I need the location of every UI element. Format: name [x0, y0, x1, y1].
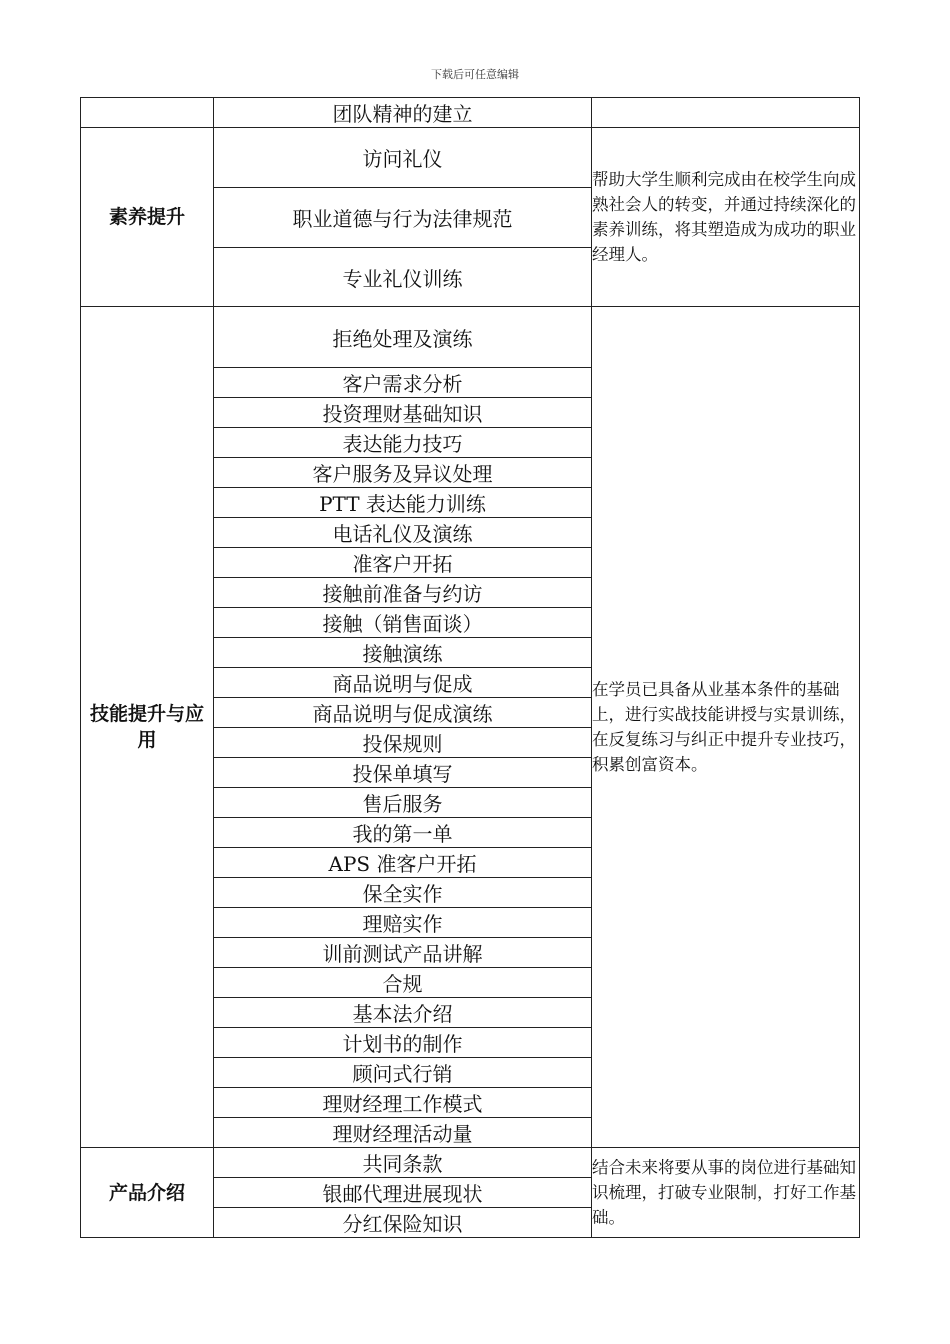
item-cell: 商品说明与促成 — [214, 668, 592, 698]
table-row — [81, 98, 860, 128]
item-cell: 拒绝处理及演练 — [214, 307, 592, 368]
table-row — [81, 307, 860, 368]
item-cell: 表达能力技巧 — [214, 428, 592, 458]
item-cell: 投保单填写 — [214, 758, 592, 788]
description-cell-empty — [592, 98, 860, 128]
item-cell: 共同条款 — [214, 1148, 592, 1178]
item-cell: 投资理财基础知识 — [214, 398, 592, 428]
item-cell: 客户需求分析 — [214, 368, 592, 398]
category-cell: 产品介绍 — [81, 1148, 214, 1238]
item-cell: 访问礼仪 — [214, 128, 592, 188]
item-cell: 团队精神的建立 — [214, 98, 592, 128]
description-cell: 帮助大学生顺利完成由在校学生向成熟社会人的转变，并通过持续深化的素养训练，将其塑造成为成功的职业经理人。 — [592, 128, 860, 307]
item-cell: 分红保险知识 — [214, 1208, 592, 1238]
item-cell: 我的第一单 — [214, 818, 592, 848]
category-cell: 技能提升与应用 — [81, 307, 214, 1148]
item-cell: PTT 表达能力训练 — [214, 488, 592, 518]
item-cell: 商品说明与促成演练 — [214, 698, 592, 728]
category-cell-empty — [81, 98, 214, 128]
item-cell: APS 准客户开拓 — [214, 848, 592, 878]
item-cell: 理赔实作 — [214, 908, 592, 938]
item-cell: 接触演练 — [214, 638, 592, 668]
page-header: 下载后可任意编辑 — [431, 68, 519, 81]
item-cell: 电话礼仪及演练 — [214, 518, 592, 548]
item-cell: 训前测试产品讲解 — [214, 938, 592, 968]
item-cell: 售后服务 — [214, 788, 592, 818]
category-cell: 素养提升 — [81, 128, 214, 307]
item-cell: 合规 — [214, 968, 592, 998]
item-cell: 理财经理活动量 — [214, 1118, 592, 1148]
table-row — [81, 128, 860, 188]
description-cell: 结合未来将要从事的岗位进行基础知识梳理，打破专业限制，打好工作基础。 — [592, 1148, 860, 1238]
item-cell: 保全实作 — [214, 878, 592, 908]
item-cell: 计划书的制作 — [214, 1028, 592, 1058]
item-cell: 投保规则 — [214, 728, 592, 758]
item-cell: 客户服务及异议处理 — [214, 458, 592, 488]
item-cell: 银邮代理进展现状 — [214, 1178, 592, 1208]
item-cell: 理财经理工作模式 — [214, 1088, 592, 1118]
item-cell: 准客户开拓 — [214, 548, 592, 578]
item-cell: 接触（销售面谈） — [214, 608, 592, 638]
description-cell: 在学员已具备从业基本条件的基础上，进行实战技能讲授与实景训练，在反复练习与纠正中提升专业技巧，积累创富资本。 — [592, 307, 860, 1148]
item-cell: 专业礼仪训练 — [214, 248, 592, 307]
item-cell: 职业道德与行为法律规范 — [214, 188, 592, 248]
item-cell: 接触前准备与约访 — [214, 578, 592, 608]
item-cell: 基本法介绍 — [214, 998, 592, 1028]
table-row — [81, 1148, 860, 1178]
training-table — [80, 97, 860, 1238]
item-cell: 顾问式行销 — [214, 1058, 592, 1088]
